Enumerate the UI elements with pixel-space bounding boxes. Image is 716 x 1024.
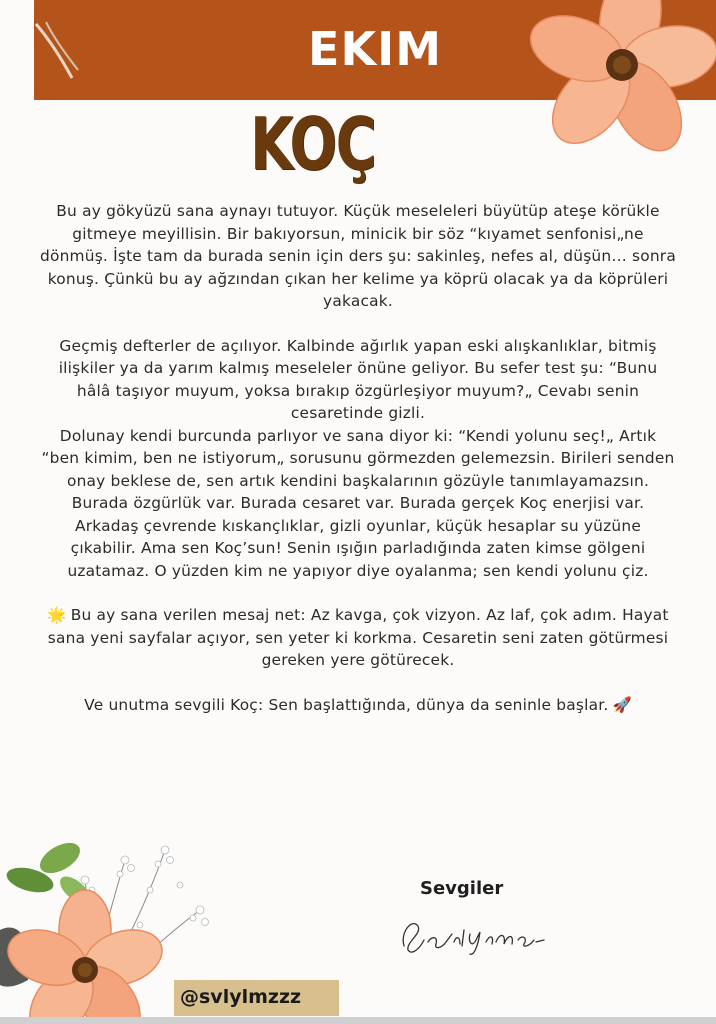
instagram-handle[interactable]: @svlylmzzz [180, 986, 302, 1008]
paragraph-5 [40, 604, 676, 672]
sign-headline: KOÇ [250, 102, 376, 186]
paragraph-5-text: Bu ay sana verilen mesaj net: Az kavga, çok vizyon. Az laf, çok adım. Hayat sana yeni sayfalar açıyor, sen yeter ki korkma. Cesaretin seni zaten götürmesi gereken yere götürecek. [47, 606, 669, 669]
paragraph-2: Geçmiş defterler de açılıyor. Kalbinde ağırlık yapan eski alışkanlıklar, bitmiş ilişkiler ya da yarım kalmış meseleler önüne geliyor. Bu sefer test şu: “Bunu hâlâ taşıyor muyum, yoksa bırakıp özgürleşiyor muyum?„ Cevabı senin cesaretinde gizli. [58, 336, 658, 422]
signature-label: Sevgiler [420, 878, 504, 899]
paragraph-6-text: Ve unutma sevgili Koç: Sen başlattığında, dünya da seninle başlar. [84, 695, 609, 714]
branch-icon [34, 20, 84, 80]
horoscope-body [40, 200, 676, 716]
bottom-strip [0, 1017, 716, 1024]
flower-top-icon [520, 0, 716, 175]
paragraph-4: Arkadaş çevrende kıskançlıklar, gizli oyunlar, küçük hesaplar su yüzüne çıkabilir. Ama sen Koç’sun! Senin ışığın parladığında zaten kimse gölgeni uzatamaz. O yüzden kim ne yapıyor diye oyalanma; sen kendi yolunu çiz. [67, 516, 649, 580]
paragraph-6 [40, 694, 676, 717]
month-title: EKIM [308, 22, 442, 76]
sparkle-icon: 🌟 [47, 606, 67, 624]
rocket-icon: 🚀 [612, 695, 632, 714]
paragraph-3: Dolunay kendi burcunda parlıyor ve sana diyor ki: “Kendi yolunu seç!„ Artık “ben kimim, ben ne istiyorum„ sorusunu görmezden gelemezsin. Birileri senden onay beklese de, sen artık kendini başkalarının gözüyle tanımlayamazsın. Burada özgürlük var. Burada cesaret var. Burada gerçek Koç enerjisi var. [41, 426, 675, 512]
handwritten-signature [398, 912, 548, 958]
paragraph-1: Bu ay gökyüzü sana aynayı tutuyor. Küçük meseleleri büyütüp ateşe körükle gitmeye meyillisin. Bir bakıyorsun, minicik bir söz “kıyamet senfonisi„ne dönmüş. İşte tam da burada senin için ders şu: sakinleş, nefes al, düşün… sonra konuş. Çünkü bu ay ağzından çıkan her kelime ya köprü olacak ya da köprüleri yakacak. [40, 202, 676, 310]
